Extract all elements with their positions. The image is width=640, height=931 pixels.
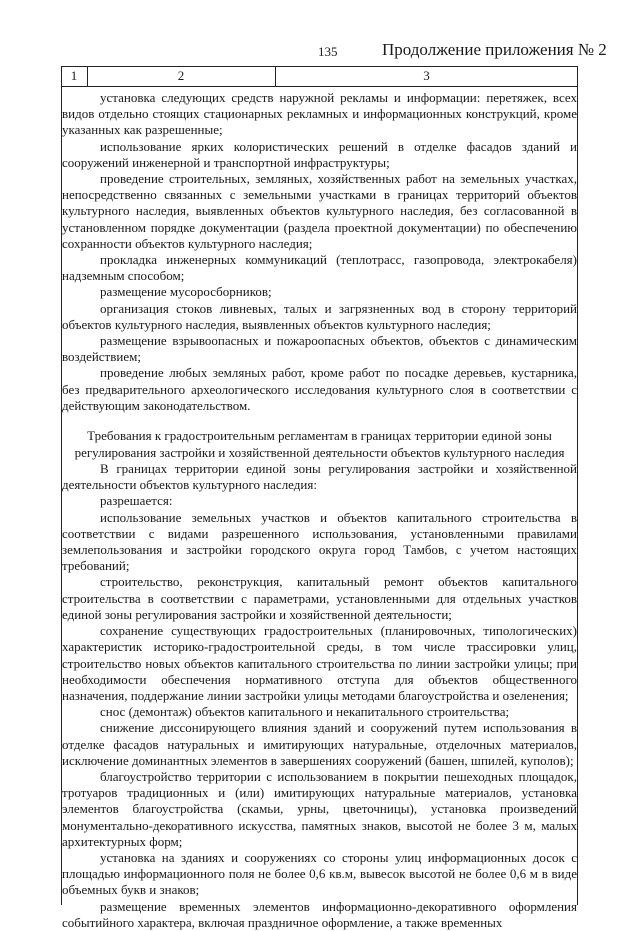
paragraph: сохранение существующих градостроительных (планировочных, типологических) характеристик историко-градостроительной среды, в том числе трассировки улиц, строительство новых объектов капитального строительства по линии застройки улицы; при необходимости обеспечения нормативного отступа для объектов общественного назначения, поддержание линии застройки улицы методами благоустройства и озеленения; <box>62 623 577 703</box>
paragraph: разрешается: <box>100 493 173 509</box>
paragraph: установка на зданиях и сооружениях со стороны улиц информационных досок с площадью информационного поля не более 0,6 кв.м, вывесок высотой не более 0,6 м в виде объемных букв и знаков; <box>62 849 577 898</box>
paragraph: установка следующих средств наружной рекламы и информации: перетяжек, всех видов отдельно стоящих стационарных рекламных и информационных конструкций, кроме указанных как разрешенные; <box>62 90 577 138</box>
paragraph: размещение взрывоопасных и пожароопасных объектов, объектов с динамическим воздействием; <box>62 333 577 365</box>
paragraph: организация стоков ливневых, талых и загрязненных вод в сторону территорий объектов культурного наследия, выявленных объектов культурного наследия; <box>62 300 577 332</box>
paragraph: размещение мусоросборников; <box>100 284 272 300</box>
table-body-text <box>62 90 577 931</box>
page-header <box>0 40 640 62</box>
column-number-3: 3 <box>423 68 430 83</box>
table-column-header-row <box>61 66 578 87</box>
column-number-1: 1 <box>61 66 88 86</box>
paragraph: В границах территории единой зоны регулирования застройки и хозяйственной деятельности объектов культурного наследия: <box>62 461 577 493</box>
paragraph: благоустройство территории с использованием в покрытии пешеходных площадок, тротуаров традиционных и (или) имитирующих натуральные материалов, установка элементов благоустройства (скамьи, урны, цветочницы), установка произведений монументально-декоративного искусства, памятных знаков, высотой не более 3 м, малых архитектурных форм; <box>62 768 577 849</box>
column-number-2: 2 <box>87 66 276 86</box>
paragraph: снос (демонтаж) объектов капитального и некапитального строительства; <box>100 704 510 720</box>
page-number: 135 <box>318 44 338 59</box>
paragraph: использование ярких колористических решений в отделке фасадов зданий и сооружений инженерной и транспортной инфраструктуры; <box>62 138 577 170</box>
paragraph: строительство, реконструкция, капитальный ремонт объектов капитального строительства в соответствии с параметрами, установленными для отдельных участков единой зоны регулирования застройки и хозяйственной деятельности; <box>62 574 577 622</box>
paragraph: использование земельных участков и объектов капитального строительства в соответствии с видами разрешенного использования, установленными правилами землепользования и застройки городского округа город Тамбов, с учетом настоящих требований; <box>62 509 577 574</box>
paragraph: проведение любых земляных работ, кроме работ по посадке деревьев, кустарника, без предварительного археологического исследования культурного слоя в соответствии с действующим законодательством. <box>62 365 577 413</box>
paragraph: снижение диссонирующего влияния зданий и сооружений путем использования в отделке фасадов натуральных и имитирующих натуральные, отделочных материалов, исключение доминантных элементов в завершениях сооружений (башен, шпилей, куполов); <box>62 720 577 768</box>
paragraph: проведение строительных, земляных, хозяйственных работ на земельных участках, непосредственно связанных с земельными участками в границах территорий объектов культурного наследия, выявленных объектов культурного наследия, без согласованной в установленном порядке документации (раздела проектной документации) по обеспечению сохранности объектов культурного наследия; <box>62 171 577 251</box>
section-heading: Требования к градостроительным регламентам в границах территории единой зоны регулирования застройки и хозяйственной деятельности объектов культурного наследия <box>74 428 565 460</box>
paragraph: размещение временных элементов информационно-декоративного оформления событийного характера, включая праздничное оформление, а также временных <box>62 898 577 930</box>
appendix-title: Продолжение приложения № 2 <box>382 40 607 59</box>
paragraph: прокладка инженерных коммуникаций (теплотрасс, газопровода, электрокабеля) надземным способом; <box>62 252 577 284</box>
